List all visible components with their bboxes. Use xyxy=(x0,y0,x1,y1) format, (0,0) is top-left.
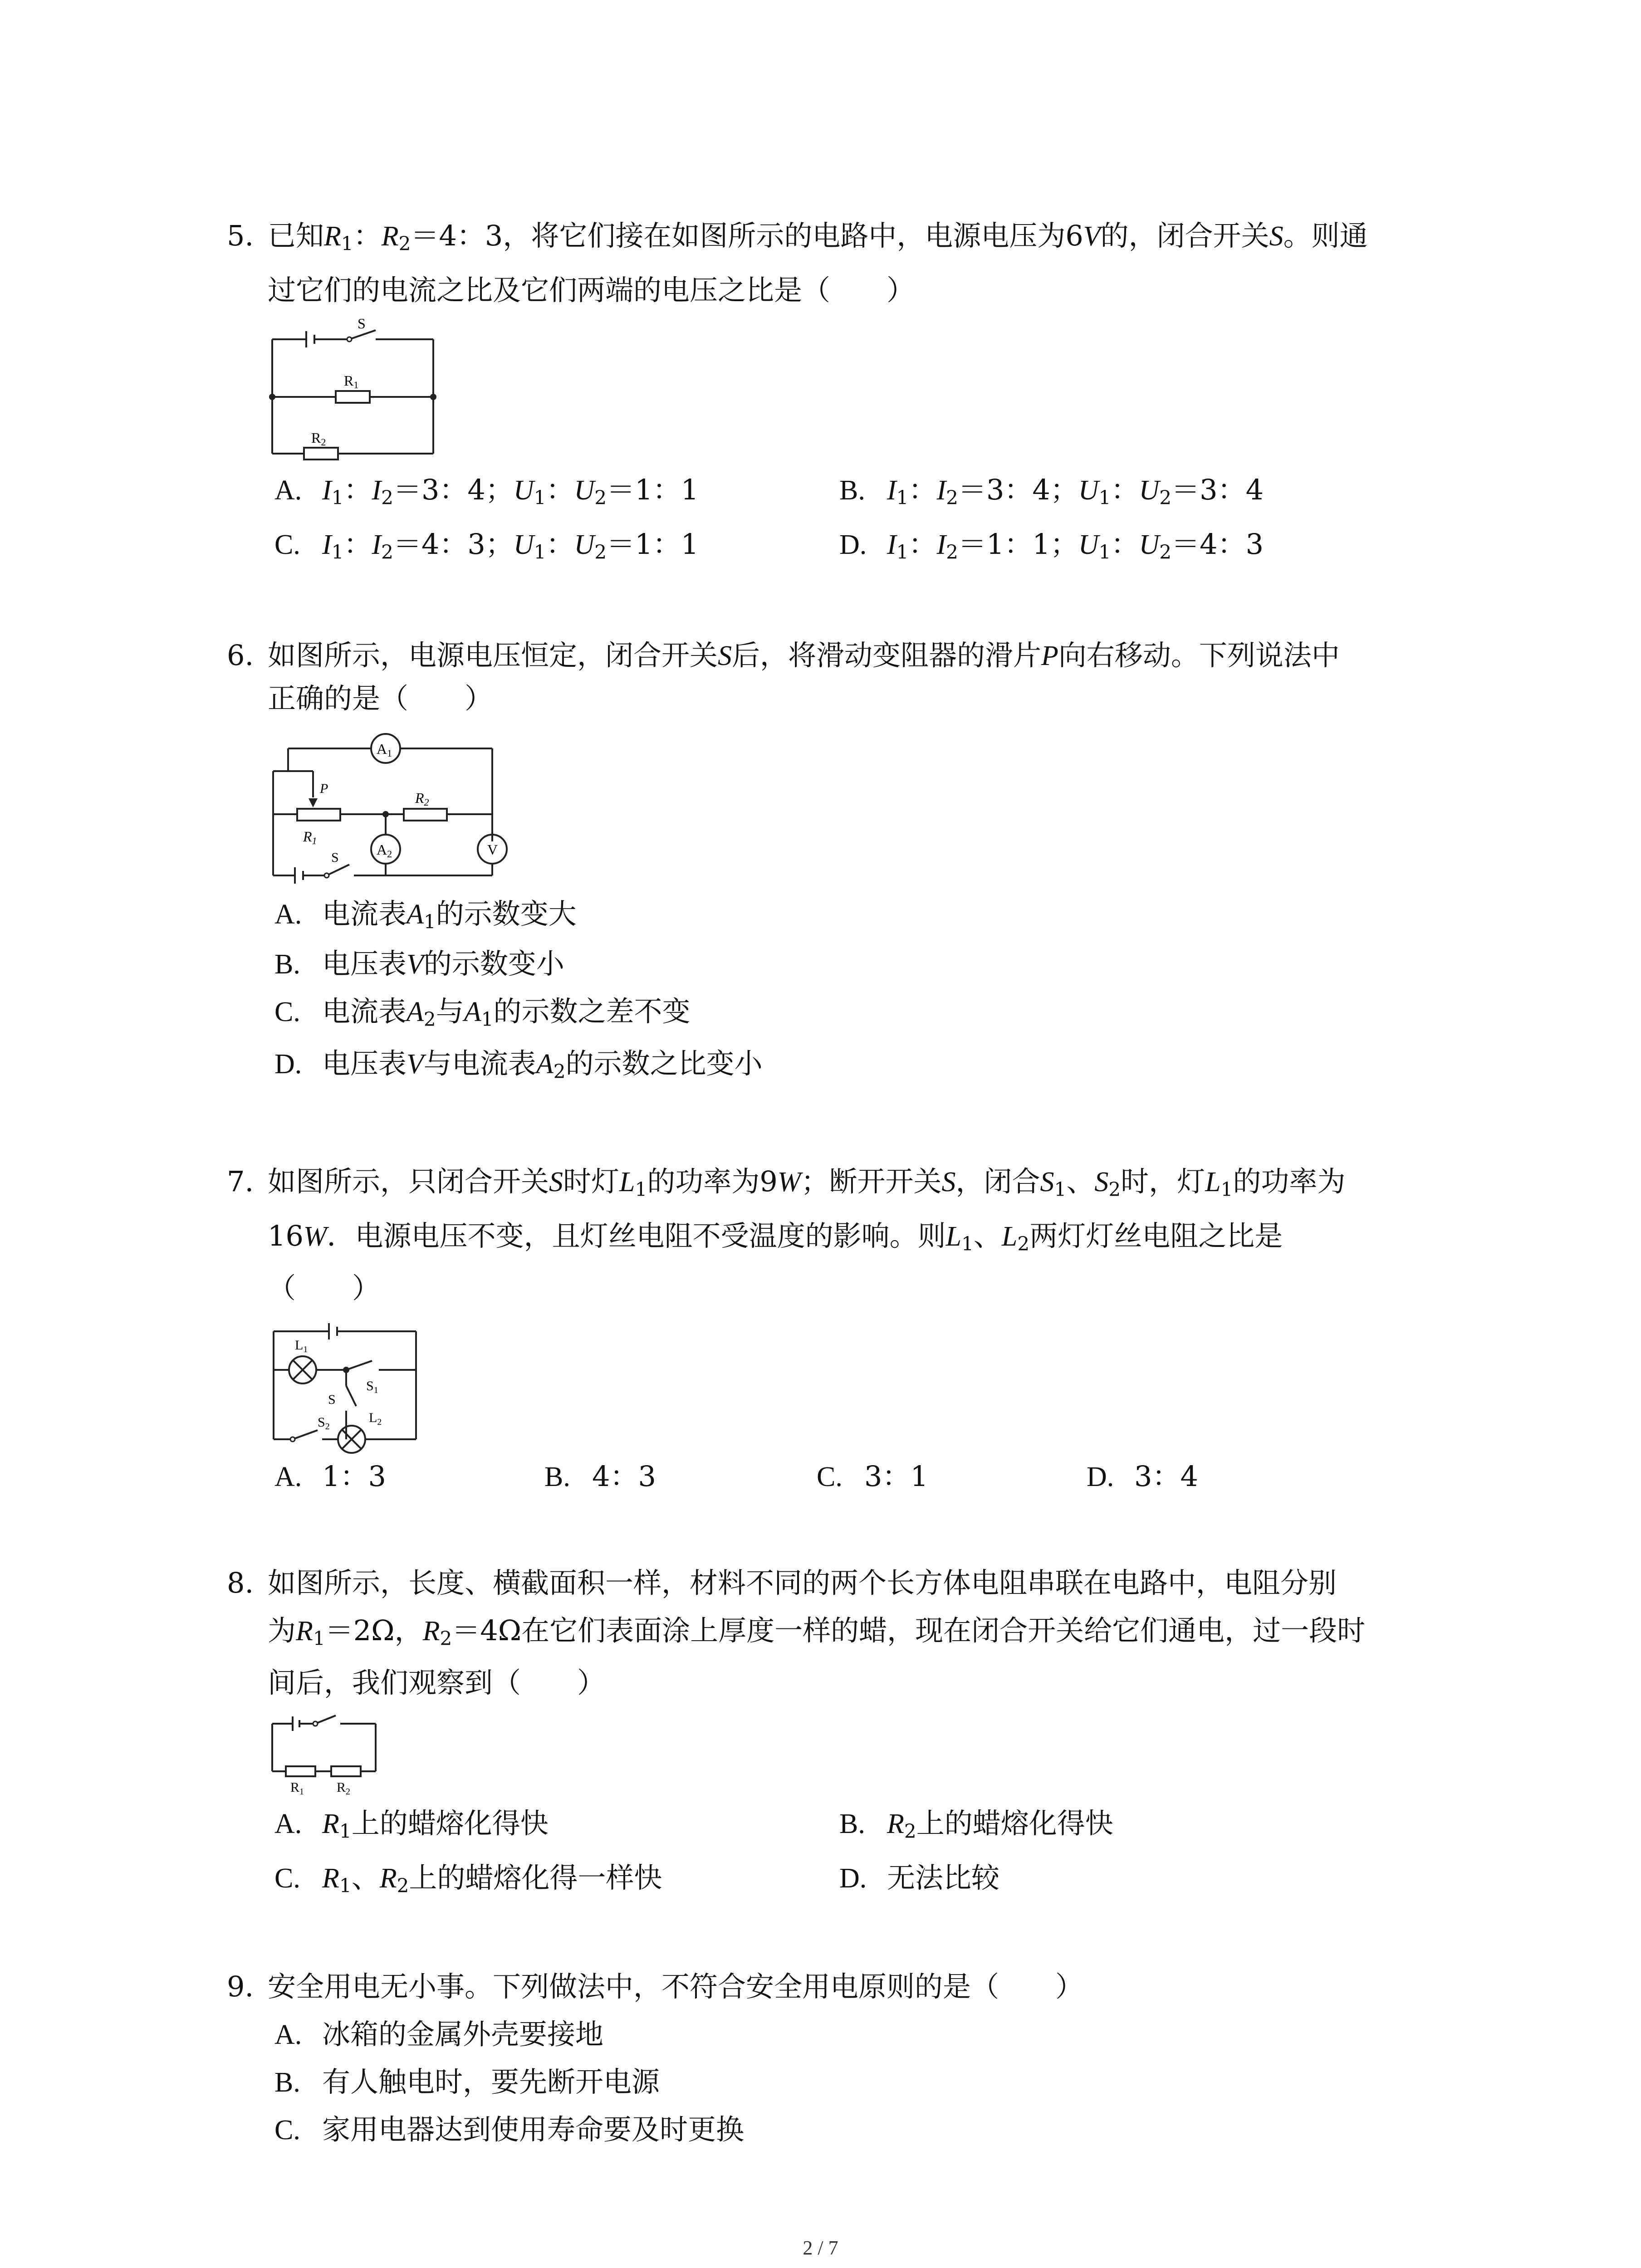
question-text: 如图所示，长度、横截面积一样，材料不同的两个长方体电阻串联在电路中，电阻分别 xyxy=(268,1566,1337,1599)
question-number: 7. xyxy=(227,1165,254,1198)
question-number: 8. xyxy=(227,1566,254,1599)
option-b: B. 有人触电时，要先断开电源 xyxy=(274,2065,660,2098)
l1-label: $L_1$ xyxy=(295,1338,308,1354)
option-a: A. $R_1$上的蜡熔化得快 xyxy=(274,1807,549,1843)
question-text-line3: 间后，我们观察到（ ） xyxy=(268,1666,606,1699)
circuit-diagram-q6 xyxy=(268,726,522,889)
question-text-line2: 正确的是（ ） xyxy=(268,682,493,715)
option-d: D. 3：4 xyxy=(1087,1460,1198,1493)
voltmeter-label: V xyxy=(487,841,498,858)
question-text: 安全用电无小事。下列做法中，不符合安全用电原则的是（ ） xyxy=(268,1970,1084,2003)
r1-label: R1 xyxy=(344,372,359,391)
option-d: D. 电压表V与电流表$A_2$的示数之比变小 xyxy=(274,1047,763,1083)
r2-label: R2 xyxy=(311,430,326,448)
switch-label: S xyxy=(358,315,366,332)
option-c: C. 电流表$A_2$与$A_1$的示数之差不变 xyxy=(274,995,691,1031)
option-d: D. $I_1$：$I_2=1$：1；$U_1$：$U_2=4$：3 xyxy=(839,528,1264,563)
question-text-line2: 16W．电源电压不变，且灯丝电阻不受温度的影响。则$L_1$、$L_2$两灯灯丝电阻之比是 xyxy=(268,1219,1283,1255)
option-c: C. $R_1$、$R_2$上的蜡熔化得一样快 xyxy=(274,1861,662,1897)
r1-label: R1 xyxy=(303,828,317,846)
s-label: S xyxy=(328,1392,336,1407)
slider-p-label: P xyxy=(320,781,328,796)
option-b: B. $R_2$上的蜡熔化得快 xyxy=(839,1807,1113,1843)
question-text: 如图所示，只闭合开关S时灯$L_1$的功率为9W；断开开关S，闭合$S_1$、$S_2$时，灯$L_1$的功率为 xyxy=(268,1165,1346,1201)
option-c: C. $I_1$：$I_2=4$：3；$U_1$：$U_2=1$：1 xyxy=(274,528,699,563)
option-b: B. $I_1$：$I_2=3$：4；$U_1$：$U_2=3$：4 xyxy=(839,473,1264,509)
question-text: 已知$R_1$：$R_2=4$：3，将它们接在如图所示的电路中，电源电压为6V的，闭合开关S。则通 xyxy=(268,219,1368,255)
question-text-line2: 为$R_1=2\Omega$，$R_2=4\Omega$在它们表面涂上厚度一样的蜡，现在闭合开关给它们通电，过一段时 xyxy=(268,1614,1366,1650)
option-d: D. 无法比较 xyxy=(839,1861,1000,1894)
question-text: 如图所示，电源电压恒定，闭合开关S后，将滑动变阻器的滑片P向右移动。下列说法中 xyxy=(268,639,1340,672)
option-a: A. $I_1$：$I_2=3$：4；$U_1$：$U_2=1$：1 xyxy=(274,473,699,509)
s1-label: $S_1$ xyxy=(366,1378,378,1395)
option-a: A. 冰箱的金属外壳要接地 xyxy=(274,2018,604,2051)
circuit-diagram-q8 xyxy=(268,1710,386,1796)
question-number: 9. xyxy=(227,1970,254,2003)
circuit-diagram-q5 xyxy=(268,315,440,463)
l2-label: $L_2$ xyxy=(369,1410,382,1427)
r1-label: $R_1$ xyxy=(290,1780,304,1797)
ammeter-a2-label: A2 xyxy=(377,841,392,860)
option-a: A. 电流表$A_1$的示数变大 xyxy=(274,897,577,933)
option-c: C. 家用电器达到使用寿命要及时更换 xyxy=(274,2113,745,2146)
option-a: A. 1：3 xyxy=(274,1460,386,1493)
question-number: 5. xyxy=(227,219,254,252)
question-number: 6. xyxy=(227,639,254,672)
ammeter-a1-label: A1 xyxy=(377,741,392,759)
r2-label: $R_2$ xyxy=(337,1780,351,1797)
question-text-line2: 过它们的电流之比及它们两端的电压之比是（ ） xyxy=(268,274,915,307)
option-c: C. 3：1 xyxy=(817,1460,928,1493)
switch-label: S xyxy=(331,850,339,865)
r2-label: R2 xyxy=(415,790,429,808)
page-number: 2 / 7 xyxy=(803,2237,838,2259)
option-b: B. 电压表V的示数变小 xyxy=(274,947,564,980)
option-b: B. 4：3 xyxy=(544,1460,656,1493)
question-text-line3: （ ） xyxy=(268,1271,381,1305)
s2-label: $S_2$ xyxy=(318,1415,330,1432)
circuit-diagram-q7 xyxy=(270,1313,424,1449)
